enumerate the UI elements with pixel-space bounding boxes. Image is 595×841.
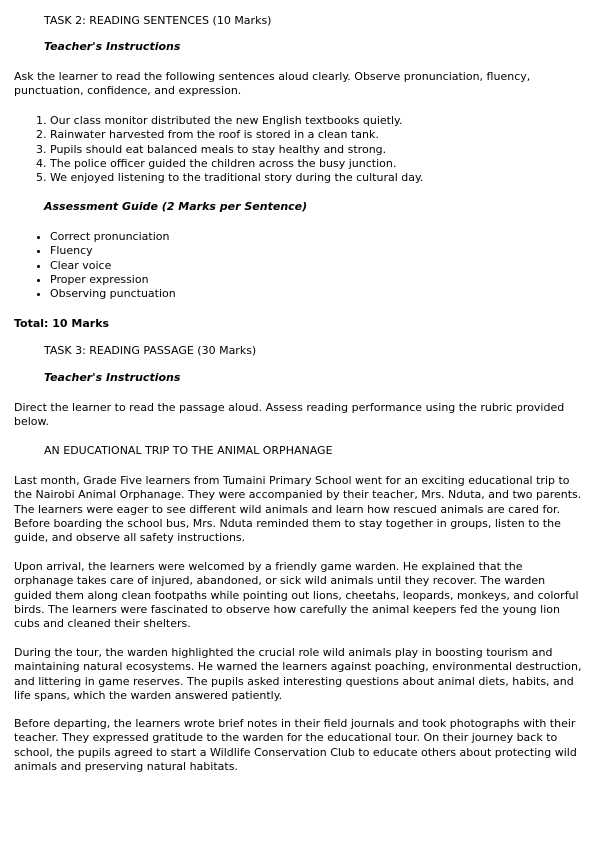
sentence-list xyxy=(26,114,423,185)
passage-paragraph-1 xyxy=(14,474,584,545)
task2-instructions-heading: Teacher's Instructions xyxy=(44,40,181,53)
assessment-item: • Clear voice xyxy=(50,259,176,273)
passage-title: AN EDUCATIONAL TRIP TO THE ANIMAL ORPHANAGE xyxy=(44,444,333,457)
passage-paragraph-4 xyxy=(14,717,584,774)
sentence-item: 2. Rainwater harvested from the roof is stored in a clean tank. xyxy=(50,128,423,142)
passage-paragraph-3 xyxy=(14,646,584,703)
assessment-item: • Correct pronunciation xyxy=(50,230,176,244)
assessment-guide-list xyxy=(26,230,176,301)
task3-instructions-heading: Teacher's Instructions xyxy=(44,371,181,384)
passage-paragraph-text: Last month, Grade Five learners from Tumaini Primary School went for an exciting educational trip to the Nairobi Animal Orphanage. They were accompanied by their teacher, Mrs. Nduta, and two parents. The learners were eager to see different wild animals and learn how rescued animals are cared for. Before boarding the school bus, Mrs. Nduta reminded them to stay together in groups, listen to the guide, and observe all safety instructions. xyxy=(14,474,582,545)
assessment-guide-heading: Assessment Guide (2 Marks per Sentence) xyxy=(44,200,308,213)
task2-instructions-paragraph: Ask the learner to read the following sentences aloud clearly. Observe pronunciation, fluency, punctuation, confidence, and expression. xyxy=(14,70,531,98)
task3-instructions-text xyxy=(14,401,584,430)
passage-paragraph-text: Upon arrival, the learners were welcomed by a friendly game warden. He explained that the orphanage takes care of injured, abandoned, or sick wild animals until they recover. The warden guided them along clean footpaths while pointing out lions, cheetahs, leopards, monkeys, and colorful birds. The learners were fascinated to observe how carefully the animal keepers fed the young lion cubs and cleaned their shelters. xyxy=(14,560,579,631)
sentence-item: 1. Our class monitor distributed the new English textbooks quietly. xyxy=(50,114,423,128)
sentence-item: 3. Pupils should eat balanced meals to stay healthy and strong. xyxy=(50,143,423,157)
task3-instructions-paragraph: Direct the learner to read the passage aloud. Assess reading performance using the rubric provided below. xyxy=(14,401,565,429)
task2-instructions-text xyxy=(14,70,584,99)
assessment-item: • Fluency xyxy=(50,244,176,258)
assessment-item: • Observing punctuation xyxy=(50,287,176,301)
sentence-item: 5. We enjoyed listening to the traditional story during the cultural day. xyxy=(50,171,423,185)
task3-title: TASK 3: READING PASSAGE (30 Marks) xyxy=(44,344,257,357)
passage-paragraph-2 xyxy=(14,560,584,631)
task2-total: Total: 10 Marks xyxy=(14,317,110,330)
task2-title: TASK 2: READING SENTENCES (10 Marks) xyxy=(44,14,272,27)
assessment-item: • Proper expression xyxy=(50,273,176,287)
passage-paragraph-text: During the tour, the warden highlighted the crucial role wild animals play in boosting tourism and maintaining natural ecosystems. He warned the learners against poaching, environmental destruction, and littering in game reserves. The pupils asked interesting questions about animal diets, habits, and life spans, which the warden answered patiently. xyxy=(14,646,582,702)
sentence-item: 4. The police officer guided the children across the busy junction. xyxy=(50,157,423,171)
passage-paragraph-text: Before departing, the learners wrote brief notes in their field journals and took photographs with their teacher. They expressed gratitude to the warden for the educational tour. On their journey back to school, the pupils agreed to start a Wildlife Conservation Club to educate others about protecting wild animals and preserving natural habitats. xyxy=(14,717,577,773)
